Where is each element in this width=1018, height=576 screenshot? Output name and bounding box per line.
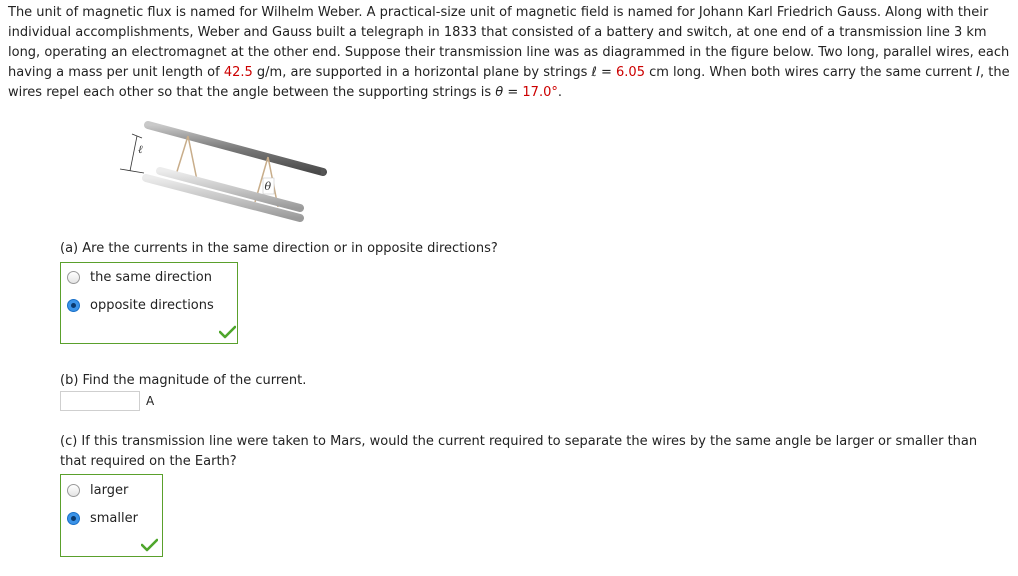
equals-sign: = <box>596 65 617 80</box>
statement-text: cm long. When both wires carry the same current <box>644 65 977 80</box>
statement-text: . <box>557 85 562 100</box>
equals-sign: = <box>503 85 523 100</box>
mass-value: 42.5 <box>223 65 253 80</box>
length-dimension-line <box>130 136 137 171</box>
question-b-text: (b) Find the magnitude of the current. <box>60 373 307 388</box>
theta-label: θ <box>264 180 272 193</box>
option-label: the same direction <box>90 269 212 285</box>
length-value: 6.05 <box>616 65 645 80</box>
question-a-answer-box <box>60 262 238 344</box>
support-rod-end <box>321 168 326 176</box>
option-same-direction[interactable] <box>67 267 212 287</box>
question-c-text: (c) If this transmission line were taken to Mars, would the current required to separate the wires by the same angle be larger or smaller than that required on the Earth? <box>60 434 978 469</box>
option-opposite-directions[interactable] <box>67 295 214 315</box>
checkmark-icon <box>141 538 158 552</box>
angle-value: 17.0° <box>522 85 558 100</box>
statement-text: The unit of magnetic flux is named for Wilhelm Weber. A practical-size unit of magnetic field is named for Johann Karl Friedrich Gauss. Along with their individual accomplishments, Weber and Gauss built a telegraph in 1833 that consisted of a battery and switch, at one end of a transmission line 3 km long, operating an electromagnet at the other end. Suppose their transmission line was as diagrammed in the figure below. Two long, parallel wires, each having a mass per unit length of <box>8 5 1010 80</box>
ell-symbol: ℓ <box>591 65 597 80</box>
wires-figure <box>118 115 333 227</box>
radio-same-direction[interactable] <box>67 271 80 284</box>
question-c-answer-box <box>60 474 163 557</box>
option-label: smaller <box>90 510 138 526</box>
statement-text: g/m, are supported in a horizontal plane by strings <box>252 65 592 80</box>
current-input[interactable] <box>60 391 140 411</box>
option-larger[interactable] <box>67 480 128 500</box>
radio-larger[interactable] <box>67 484 80 497</box>
theta-symbol: θ <box>495 85 504 100</box>
option-label: larger <box>90 482 129 498</box>
dimension-tick <box>120 169 144 173</box>
ell-label: ℓ <box>138 143 143 156</box>
radio-opposite-directions[interactable] <box>67 299 80 312</box>
problem-statement <box>8 3 1010 103</box>
support-rod <box>148 125 323 172</box>
statement-text: , the wires repel each other so that the angle between the supporting strings is <box>8 65 1010 100</box>
option-label: opposite directions <box>90 297 214 313</box>
checkmark-icon <box>219 325 236 339</box>
option-smaller[interactable] <box>67 508 138 528</box>
current-unit: A <box>146 394 155 408</box>
current-symbol: I <box>976 65 980 80</box>
radio-smaller[interactable] <box>67 512 80 525</box>
question-a-text: (a) Are the currents in the same direction or in opposite directions? <box>60 241 498 256</box>
